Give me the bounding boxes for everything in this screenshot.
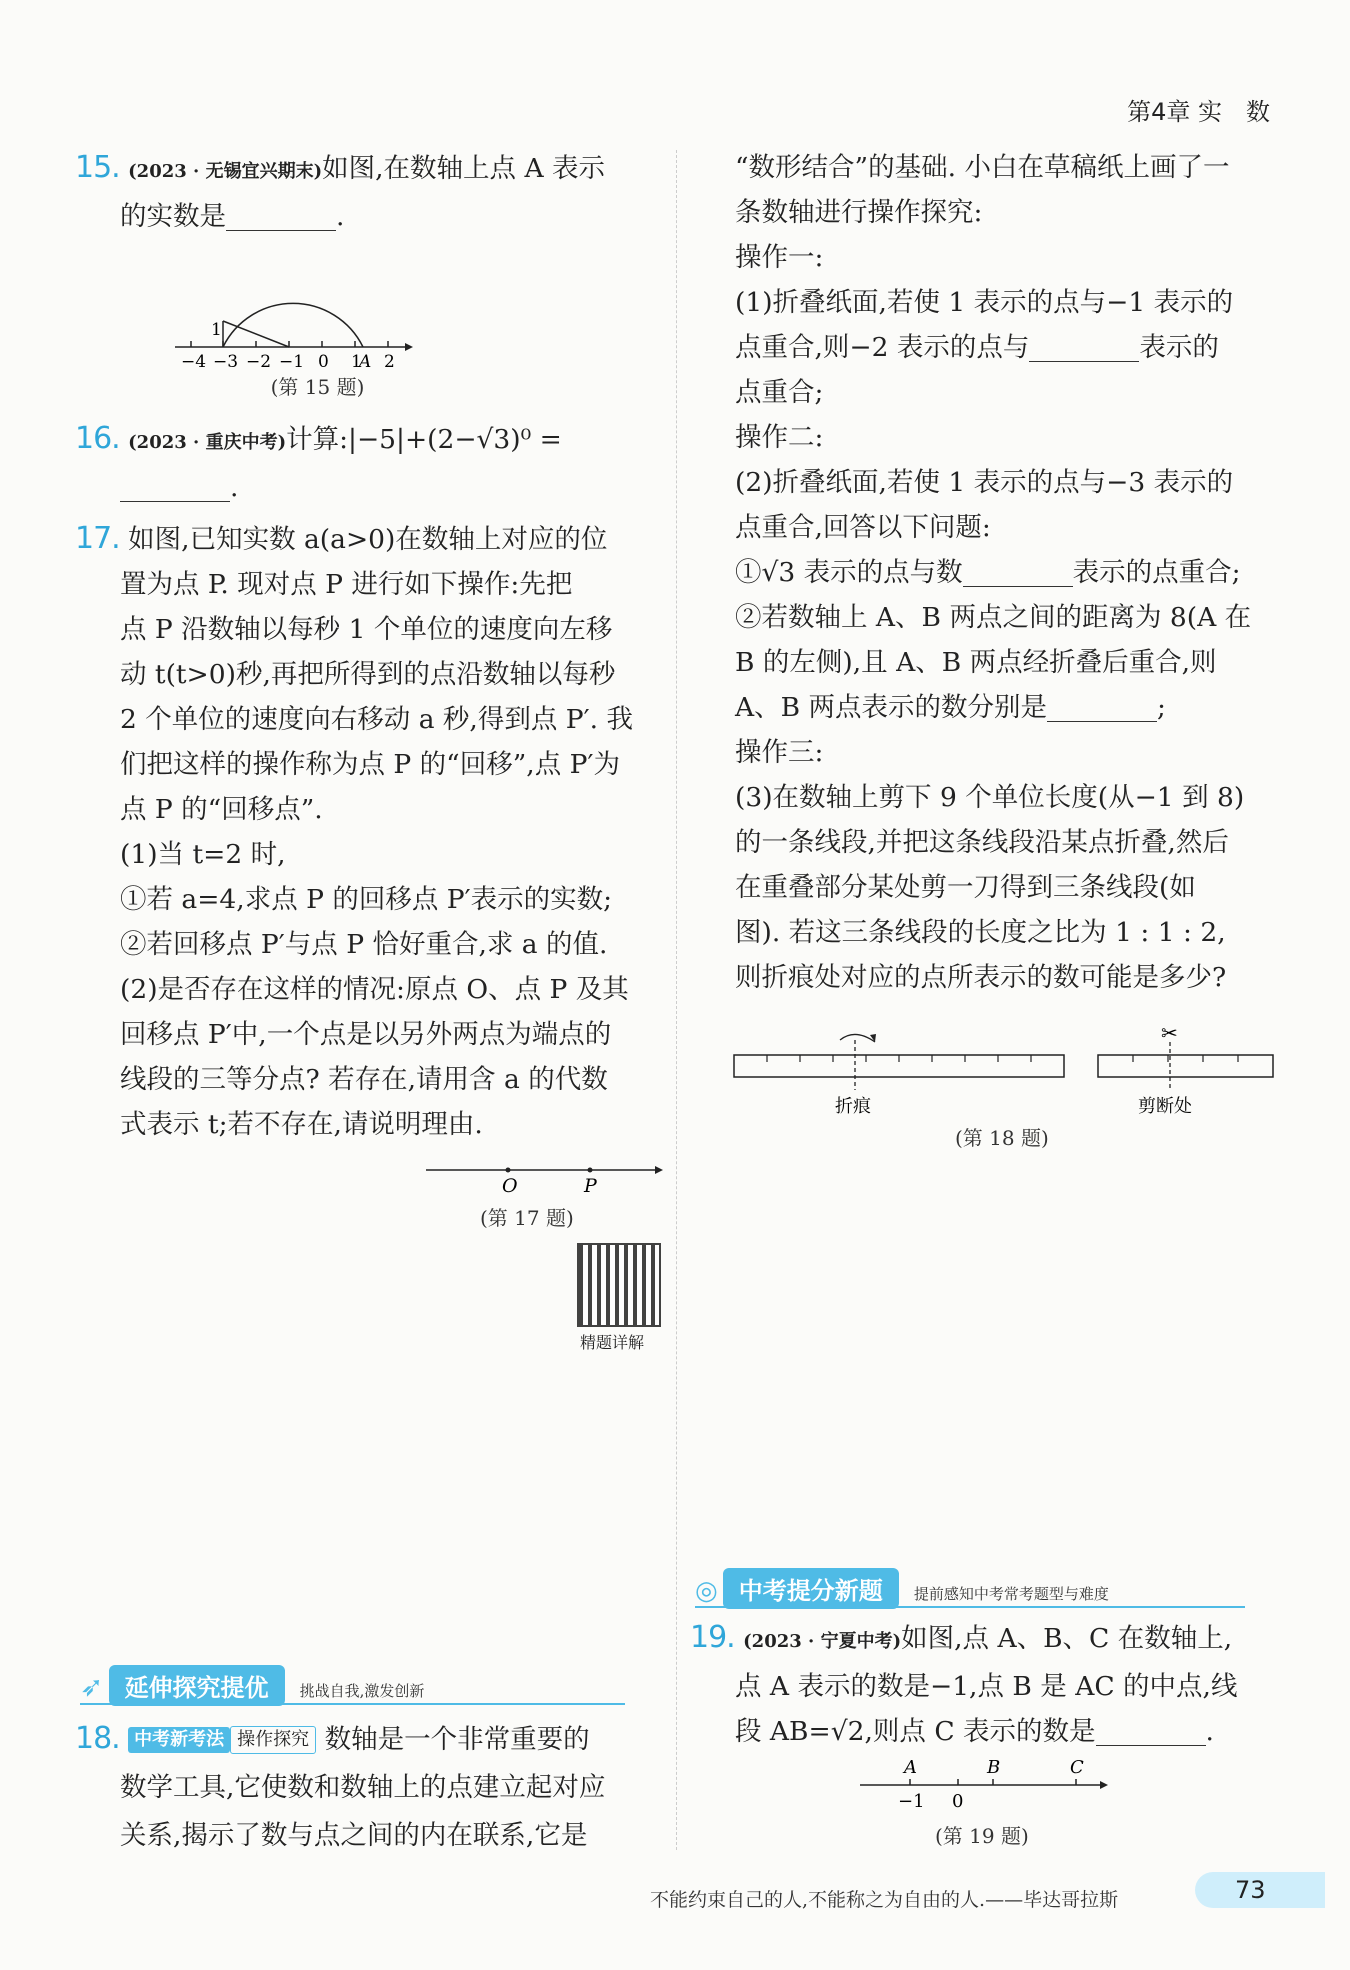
q18-label-fold: 折痕 <box>835 1096 871 1117</box>
banner-extension-title: 延伸探究提优 <box>109 1665 285 1706</box>
q19-line: 点 A 表示的数是−1,点 B 是 AC 的中点,线 <box>735 1671 1238 1702</box>
rocket-icon: ➶ <box>80 1670 104 1703</box>
q18-line: (1)折叠纸面,若使 1 表示的点与−1 表示的 <box>735 287 1234 318</box>
q17-line <box>75 516 660 562</box>
q18-line: ②若数轴上 A、B 两点之间的距离为 8(A 在 <box>735 602 1252 633</box>
banner-exam <box>695 1568 1245 1608</box>
banner-exam-rule <box>695 1606 1245 1608</box>
q15-text2: 的实数是 <box>120 201 226 232</box>
q18-line: 条数轴进行操作探究: <box>735 197 983 228</box>
q18-blank-1[interactable] <box>1029 331 1139 362</box>
q17-label-o: O <box>502 1175 518 1197</box>
q17-line: ②若回移点 P′与点 P 恰好重合,求 a 的值. <box>120 929 608 960</box>
qr-code-icon[interactable] <box>577 1243 661 1327</box>
q18-text: A、B 两点表示的数分别是 <box>735 692 1048 723</box>
q17-line: (2)是否存在这样的情况:原点 O、点 P 及其 <box>120 974 629 1005</box>
q17-number: 17. <box>75 521 120 556</box>
q15-tick-label: −1 <box>279 352 305 372</box>
q17-line: 线段的三等分点? 若存在,请用含 a 的代数 <box>120 1064 608 1095</box>
q18-number: 18. <box>75 1721 120 1756</box>
qr-label: 精题详解 <box>580 1333 645 1352</box>
q18-line: 点重合,回答以下问题: <box>735 512 991 543</box>
chapter-header: 第4章 实 数 <box>1127 98 1270 126</box>
q18-blank-2[interactable] <box>963 556 1073 587</box>
q18-line: (2)折叠纸面,若使 1 表示的点与−3 表示的 <box>735 467 1234 498</box>
q18-line <box>735 325 1280 370</box>
q15-figure <box>75 239 660 372</box>
q19-source: (2023 · 宁夏中考) <box>743 1631 902 1652</box>
q19-number: 19. <box>690 1620 735 1655</box>
q18-text: 数轴是一个非常重要的 <box>324 1724 590 1755</box>
q15-caption: (第 15 题) <box>270 375 365 399</box>
q18-caption: (第 18 题) <box>955 1126 1049 1150</box>
banner-extension <box>80 1665 625 1705</box>
q18-text: 表示的点重合; <box>1072 557 1241 588</box>
q17-line: ①若 a=4,求点 P 的回移点 P′表示的实数; <box>120 884 613 915</box>
q19-line <box>690 1709 1280 1754</box>
q15-source: (2023 · 无锡宜兴期末) <box>128 161 323 182</box>
q16-end: . <box>230 472 239 503</box>
q15-number: 15. <box>75 150 120 185</box>
q15-end: . <box>336 201 345 232</box>
q17-line: 式表示 t;若不存在,请说明理由. <box>120 1109 483 1140</box>
q15-tick-label: −4 <box>181 352 207 372</box>
q16-source: (2023 · 重庆中考) <box>128 432 287 453</box>
q17 <box>75 516 660 1147</box>
q18-line: 操作一: <box>735 242 824 273</box>
q15-tick-label: 1 <box>351 352 362 372</box>
scissors-icon: ✂ <box>1161 1021 1178 1045</box>
q17-line: 点 P 的“回移点”. <box>120 794 323 825</box>
q18-figure <box>730 1020 1280 1120</box>
page-number: 73 <box>1195 1872 1325 1908</box>
q17-line: 动 t(t>0)秒,再把所得到的点沿数轴以每秒 <box>120 659 616 690</box>
q19-label-a: A <box>904 1757 917 1778</box>
q15-tick-label: −3 <box>213 352 239 372</box>
banner-extension-sub: 挑战自我,激发创新 <box>299 1682 425 1700</box>
q19-figure <box>850 1755 1120 1815</box>
q17-text: 如图,已知实数 a(a>0)在数轴上对应的位 <box>128 524 608 555</box>
q15-arrow <box>405 343 413 351</box>
q18-line: 操作三: <box>735 737 824 768</box>
footer-quote: 不能约束自己的人,不能称之为自由的人.——毕达哥拉斯 <box>650 1889 1119 1911</box>
q18-text: 表示的 <box>1139 332 1219 363</box>
q17-arrow <box>655 1166 663 1174</box>
q19-label-b: B <box>987 1757 1001 1778</box>
q18-blank-3[interactable] <box>1047 691 1157 722</box>
q16-answer-blank[interactable] <box>120 471 230 502</box>
q18-line <box>735 550 1280 595</box>
q15-line1 <box>75 145 660 194</box>
q17-line: 置为点 P. 现对点 P 进行如下操作:先把 <box>120 569 573 600</box>
q18-left <box>75 1715 665 1860</box>
medal-icon: ◎ <box>695 1576 718 1606</box>
q16-line2 <box>75 465 660 510</box>
q15-text1: 如图,在数轴上点 A 表示 <box>322 153 606 184</box>
q18-line: 图). 若这三条线段的长度之比为 1 : 1 : 2, <box>735 917 1226 948</box>
q15-tick-label: 2 <box>384 352 395 372</box>
q19-end: . <box>1205 1716 1214 1747</box>
q18-line: 点重合; <box>735 377 824 408</box>
banner-exam-sub: 提前感知中考常考题型与难度 <box>913 1585 1109 1603</box>
q19-arrow <box>1100 1781 1108 1789</box>
q17-line: 2 个单位的速度向右移动 a 秒,得到点 P′. 我 <box>120 704 633 735</box>
q18-line: 的一条线段,并把这条线段沿某点折叠,然后 <box>735 827 1229 858</box>
q15-tick-label: 0 <box>318 352 329 372</box>
q18-fold-arrow <box>840 1034 875 1042</box>
q17-caption: (第 17 题) <box>480 1206 574 1230</box>
q16-number: 16. <box>75 421 120 456</box>
q17-line: 点 P 沿数轴以每秒 1 个单位的速度向左移 <box>120 614 613 645</box>
q19-label-c: C <box>1070 1757 1084 1778</box>
q18-line: 关系,揭示了数与点之间的内在联系,它是 <box>120 1820 588 1851</box>
q18-line: “数形结合”的基础. 小白在草稿纸上画了一 <box>735 152 1230 183</box>
q15-answer-blank[interactable] <box>226 200 336 231</box>
q18-line: 数学工具,它使数和数轴上的点建立起对应 <box>120 1772 606 1803</box>
right-column <box>735 145 1280 1000</box>
q15-arc <box>223 303 363 347</box>
q19-caption: (第 19 题) <box>935 1824 1029 1848</box>
q19-answer-blank[interactable] <box>1096 1715 1206 1746</box>
q19-line <box>690 1615 1280 1664</box>
q18-line <box>75 1715 665 1764</box>
q19-text: 段 AB=√2,则点 C 表示的数是 <box>735 1716 1096 1747</box>
q19-label-neg1: −1 <box>898 1791 925 1812</box>
q17-line: 回移点 P′中,一个点是以另外两点为端点的 <box>120 1019 612 1050</box>
q18-label-cut: 剪断处 <box>1138 1096 1192 1117</box>
banner-extension-rule <box>80 1703 625 1705</box>
q18-strip-cut <box>1098 1055 1273 1077</box>
banner-exam-title: 中考提分新题 <box>723 1568 899 1609</box>
q15-tick-label: A <box>359 352 372 372</box>
q17-line: (1)当 t=2 时, <box>120 839 286 870</box>
q18-text: 点重合,则−2 表示的点与 <box>735 332 1030 363</box>
left-column <box>75 145 660 1147</box>
q16-text: 计算:|−5|+(2−√3)⁰ = <box>286 424 562 455</box>
q17-point-o <box>506 1168 511 1173</box>
q18-line: (3)在数轴上剪下 9 个单位长度(从−1 到 8) <box>735 782 1245 813</box>
column-divider <box>676 150 677 1850</box>
q18-line <box>735 685 1280 730</box>
q18-text: ; <box>1157 692 1166 723</box>
q18-chip-operation: 操作探究 <box>230 1726 316 1754</box>
q19 <box>690 1615 1280 1754</box>
q19-label-zero: 0 <box>952 1791 964 1812</box>
q18-line: B 的左侧),且 A、B 两点经折叠后重合,则 <box>735 647 1217 678</box>
q18-chip-new-method: 中考新考法 <box>128 1727 230 1753</box>
q15-line2 <box>75 194 660 239</box>
q17-label-p: P <box>584 1175 597 1197</box>
q18-line: 则折痕处对应的点所表示的数可能是多少? <box>735 962 1227 993</box>
q17-line: 们把这样的操作称为点 P 的“回移”,点 P′为 <box>120 749 620 780</box>
q15-one-label: 1 <box>211 320 222 340</box>
q17-point-p <box>588 1168 593 1173</box>
q19-text: 如图,点 A、B、C 在数轴上, <box>901 1623 1233 1654</box>
q18-text: ①√3 表示的点与数 <box>735 557 963 588</box>
q18-line: 操作二: <box>735 422 824 453</box>
q18-line: 在重叠部分某处剪一刀得到三条线段(如 <box>735 872 1196 903</box>
q16-line1 <box>75 416 660 465</box>
q15-tick-label: −2 <box>246 352 272 372</box>
